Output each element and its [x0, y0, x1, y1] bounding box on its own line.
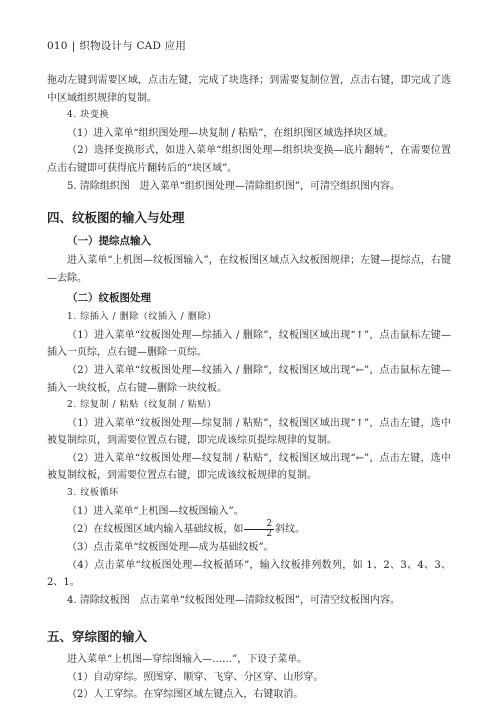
paragraph: （1）自动穿综。照图穿、顺穿、飞穿、分区穿、山形穿。 [67, 671, 324, 683]
header-separator: | [71, 40, 76, 52]
running-header [47, 38, 186, 53]
paragraph: （2）进入菜单“纹板图处理—纹复制 / 粘贴”，纹板图区域出现“←”，点击左键，选中被复制纹板，到需要位置点右键，即完成该纹板规律的复制。 [47, 452, 451, 482]
subheading-loop: 3. 纹板循环 [67, 488, 119, 499]
twill-fraction [244, 520, 274, 539]
paragraph-text: 斜纹。 [275, 524, 306, 536]
subheading-copy-paste: 2. 综复制 / 粘贴（纹复制 / 粘贴） [67, 400, 217, 411]
paragraph: （1）进入菜单“纹板图处理—综复制 / 粘贴”，纹板图区域出现“↑”，点击左键，选中被复制综页，到需要位置点右键，即完成该综页提综规律的复制。 [47, 417, 451, 447]
paragraph: （2）选择变换形式，如进入菜单“组织图处理—组织块变换—底片翻转”，在需要位置点击右键即可获得底片翻转后的“块区域”。 [47, 145, 451, 174]
paragraph: （4）点击菜单“纹板图处理—纹板循环”，输入纹板排列数列，如 1、2、3、4、3、2、1。 [47, 559, 451, 589]
paragraph-with-fraction [47, 520, 451, 539]
subsection-heading-1: （一）提综点输入 [67, 234, 151, 247]
paragraph: 进入菜单“上机图—纹板图输入”，在纹板图区域点入纹板图规律；左键—提综点，右键—去除。 [47, 255, 451, 284]
paragraph-text: （2）在纹板图区域内输入基础纹板，如 [67, 524, 244, 536]
paragraph: （1）进入菜单“上机图—纹板图输入”。 [67, 505, 244, 517]
page-number: 010 [47, 40, 68, 52]
subsection-heading-2: （二）纹板图处理 [67, 291, 151, 304]
subheading-block-transform: 4. 块变换 [67, 110, 110, 121]
book-title: 织物设计与 CAD 应用 [79, 40, 187, 52]
section-heading-5: 五、穿综图的输入 [47, 628, 148, 644]
paragraph: 5. 清除组织图 进入菜单“组织图处理—清除组织图”，可清空组织图内容。 [67, 180, 400, 192]
paragraph: （2）进入菜单“纹板图处理—纹插入 / 删除”，纹板图区域出现“←”，点击鼠标左键—插入一块纹板，点右键—删除一块纹板。 [47, 364, 451, 394]
paragraph: （1）进入菜单“纹板图处理—综插入 / 删除”，纹板图区域出现“↑”，点击鼠标左键—插入一页综，点右键—删除一页综。 [47, 329, 451, 359]
paragraph: 拖动左键到需要区域，点击左键，完成了块选择；到需要复制位置，点击右键，即完成了选中区域组织规律的复制。 [47, 75, 451, 104]
paragraph: 进入菜单“上机图—穿综图输入—……”，下设子菜单。 [67, 654, 308, 666]
paragraph: （3）点击菜单“纹板图处理—成为基础纹板”。 [67, 542, 274, 554]
paragraph: 4. 清除纹板图 点击菜单“纹板图处理—清除纹板图”，可清空纹板图内容。 [67, 595, 400, 607]
fraction-numerator: 2 [244, 520, 274, 530]
subheading-insert-delete: 1. 综插入 / 删除（纹插入 / 删除） [67, 312, 217, 323]
page-body [47, 72, 451, 704]
paragraph: （1）进入菜单“组织图处理—块复制 / 粘贴”，在组织图区域选择块区域。 [67, 127, 394, 139]
fraction-denominator: 2 [266, 529, 273, 540]
paragraph: （2）人工穿综。在穿综图区域左键点入，右键取消。 [67, 689, 304, 701]
section-heading-4: 四、纹板图的输入与处理 [47, 210, 185, 226]
